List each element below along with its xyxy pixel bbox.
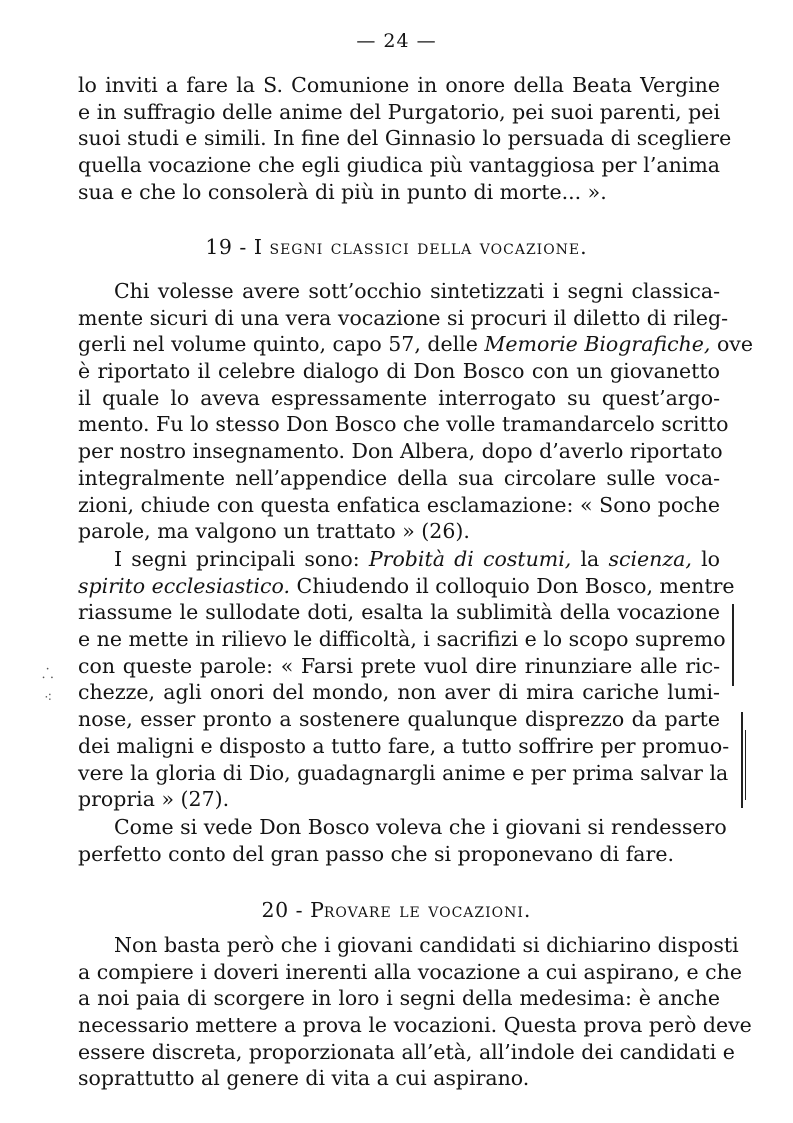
section-number: 20 - — [261, 898, 311, 922]
text-segment: lo — [691, 547, 720, 571]
text-line: zioni, chiude con questa enfatica esclamazione: « Sono poche — [78, 492, 720, 517]
section-title-initial: I — [253, 235, 262, 259]
paragraph-1 — [78, 278, 754, 545]
text-line: chezze, agli onori del mondo, non aver di mira cariche lumi- — [78, 680, 720, 705]
text-line: il quale lo aveva espressamente interrogato su quest’argo- — [78, 385, 720, 410]
text-segment: la — [571, 547, 609, 571]
text-line: quella vocazione che egli giudica più vantaggiosa per l’anima — [78, 153, 720, 178]
text-line: con queste parole: « Farsi prete vuol dire rinunziare alle ric- — [78, 653, 720, 678]
text-line: e ne mette in rilievo le difficoltà, i sacrifizi e lo scopo supremo — [78, 627, 726, 652]
text-line: necessario mettere a prova le vocazioni. Questa prova però deve — [78, 1013, 752, 1038]
section-heading-19 — [0, 234, 793, 260]
text-line: è riportato il celebre dialogo di Don Bosco con un giovanetto — [78, 359, 720, 384]
text-line: essere discreta, proporzionata all’età, all’indole dei candidati e — [78, 1039, 735, 1064]
text-line: mento. Fu lo stesso Don Bosco che volle tramandarcelo scritto — [78, 412, 729, 437]
text-line — [78, 546, 720, 573]
page-number: — 24 — — [356, 30, 437, 52]
section-title-initial: P — [310, 898, 324, 922]
text-line: perfetto conto del gran passo che si proponevano di fare. — [78, 841, 674, 866]
text-line — [78, 331, 754, 358]
margin-mark: ⁖ — [44, 690, 53, 706]
margin-rule — [741, 712, 743, 808]
margin-rule — [732, 604, 734, 686]
text-line: suoi studi e simili. In fine del Ginnasio lo persuada di scegliere — [78, 126, 732, 151]
paragraph-4 — [78, 932, 752, 1092]
emphasis: Probità di costumi, — [368, 547, 572, 571]
text-segment: gerli nel volume quinto, capo 57, delle — [78, 332, 478, 357]
section-title: segni classici della vocazione. — [261, 235, 588, 259]
text-line: nose, esser pronto a sostenere qualunque disprezzo da parte — [78, 707, 720, 732]
text-line: sua e che lo consolerà di più in punto di morte... ». — [78, 179, 607, 204]
section-title: rovare le vocazioni. — [323, 898, 532, 922]
text-line: e in suffragio delle anime del Purgatorio, pei suoi parenti, pei — [78, 99, 720, 124]
top-paragraph — [78, 72, 732, 205]
text-line: Come si vede Don Bosco voleva che i giovani si rendessero — [114, 815, 727, 839]
emphasis: scienza, — [608, 547, 692, 571]
text-line: soprattutto al genere di vita a cui aspirano. — [78, 1066, 530, 1091]
text-line: Non basta però che i giovani candidati si dichiarino disposti — [114, 933, 739, 957]
text-line: mente sicuri di una vera vocazione si procuri il diletto di rileg- — [78, 305, 729, 330]
text-line — [78, 573, 735, 600]
section-heading-20 — [0, 897, 793, 923]
emphasis: spirito ecclesiastico. — [78, 573, 291, 598]
text-segment: ove — [710, 332, 754, 357]
text-line: dei maligni e disposto a tutto fare, a tutto soffrire per promuo- — [78, 733, 730, 758]
text-line: propria » (27). — [78, 787, 230, 812]
text-line: integralmente nell’appendice della sua circolare sulle voca- — [78, 465, 720, 490]
text-line: a compiere i doveri inerenti alla vocazione a cui aspirano, e che — [78, 959, 742, 984]
text-line: per nostro insegnamento. Don Albera, dopo d’averlo riportato — [78, 439, 723, 464]
margin-rule — [745, 730, 746, 800]
text-line: lo inviti a fare la S. Comunione in onore della Beata Vergine — [78, 73, 720, 97]
paragraph-2 — [78, 546, 735, 813]
text-line: vere la gloria di Dio, guadagnargli anime e per prima salvar la — [78, 760, 729, 785]
text-segment: I segni principali sono: — [114, 547, 369, 571]
text-line: a noi paia di scorgere in loro i segni della medesima: è anche — [78, 986, 720, 1011]
text-line: Chi volesse avere sott’occhio sintetizzati i segni classica- — [114, 279, 720, 303]
text-segment: Chiudendo il colloquio Don Bosco, mentre — [290, 573, 735, 598]
paragraph-3 — [78, 814, 727, 867]
section-number: 19 - — [205, 235, 254, 259]
text-line: riassume le sullodate doti, esalta la sublimità della vocazione — [78, 600, 720, 625]
text-line: parole, ma valgono un trattato » (26). — [78, 519, 470, 544]
book-title: Memorie Biografiche, — [484, 332, 711, 357]
margin-mark: ⸫ — [42, 666, 54, 682]
